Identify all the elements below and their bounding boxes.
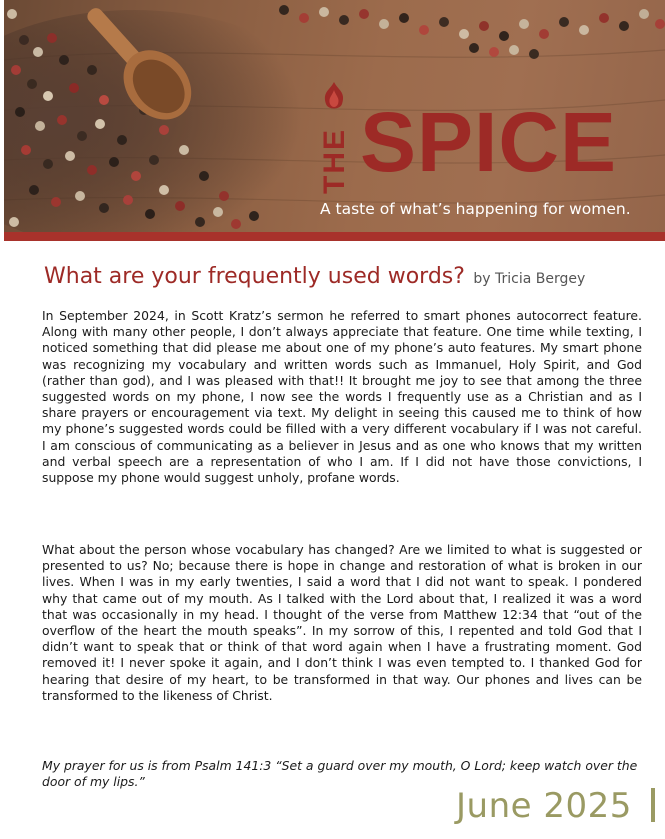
brand-logo (320, 82, 660, 222)
brand-name-text: SPICE (360, 95, 618, 189)
header-banner-photo (4, 0, 665, 232)
issue-date-accent-bar (651, 788, 655, 822)
article-paragraph-2: What about the person whose vocabulary has changed? Are we limited to what is suggested or presented to us? No; because there is hope in change and restoration of what is broken in our lives. When I was in my early twenties, I said a word that I did not want to speak. I pondered why that came out of my mouth. As I talked with the Lord about that, I realized it was a word that was occasionally in my head. I thought of the verse from Matthew 12:34 that “out of the overflow of the heart the mouth speaks”. In my sorrow of this, I repented and told God that I didn’t want to speak that or think of that word again when I have a frustrating moment. God removed it! I never spoke it again, and I don’t think I was even tempted to. I thanked God for hearing that desire of my heart, to be transformed in that way. Our phones and lives can be transformed to the likeness of Christ. (42, 542, 642, 703)
brand-the-text: THE (318, 128, 351, 194)
article-byline: by Tricia Bergey (473, 271, 586, 287)
article-headline (44, 264, 644, 289)
peppercorn-pile-top (279, 5, 665, 59)
brand-tagline: A taste of what’s happening for women. (320, 200, 631, 218)
closing-prayer: My prayer for us is from Psalm 141:3 “Set a guard over my mouth, O Lord; keep watch over the door of my lips.” (42, 758, 638, 790)
flame-icon (320, 82, 348, 114)
issue-date: June 2025 (456, 786, 632, 826)
article-paragraph-1: In September 2024, in Scott Kratz’s sermon he referred to smart phones autocorrect feature. Along with many other people, I don’t always appreciate that feature. One time while texting, I noticed something that did please me about one of my phone’s auto features. My smart phone was recognizing my vocabulary and written words such as Immanuel, Holy Spirit, and God (rather than god), and I was pleased with that!! It brought me joy to see that among the three suggested words on my phone, I now see the words I frequently use as a Christian and as I share prayers or encouragement via text. My delight in seeing this caused me to think of how my phone’s suggested words could be filled with a very different vocabulary if I was not careful. I am conscious of communicating as a believer in Jesus and as one who knows that my written and verbal speech are a representation of who I am. If I did not have those convictions, I suppose my phone would suggest unholy, profane words. (42, 308, 642, 486)
header-divider-strip (4, 232, 665, 241)
article-title: What are your frequently used words? (44, 264, 465, 289)
